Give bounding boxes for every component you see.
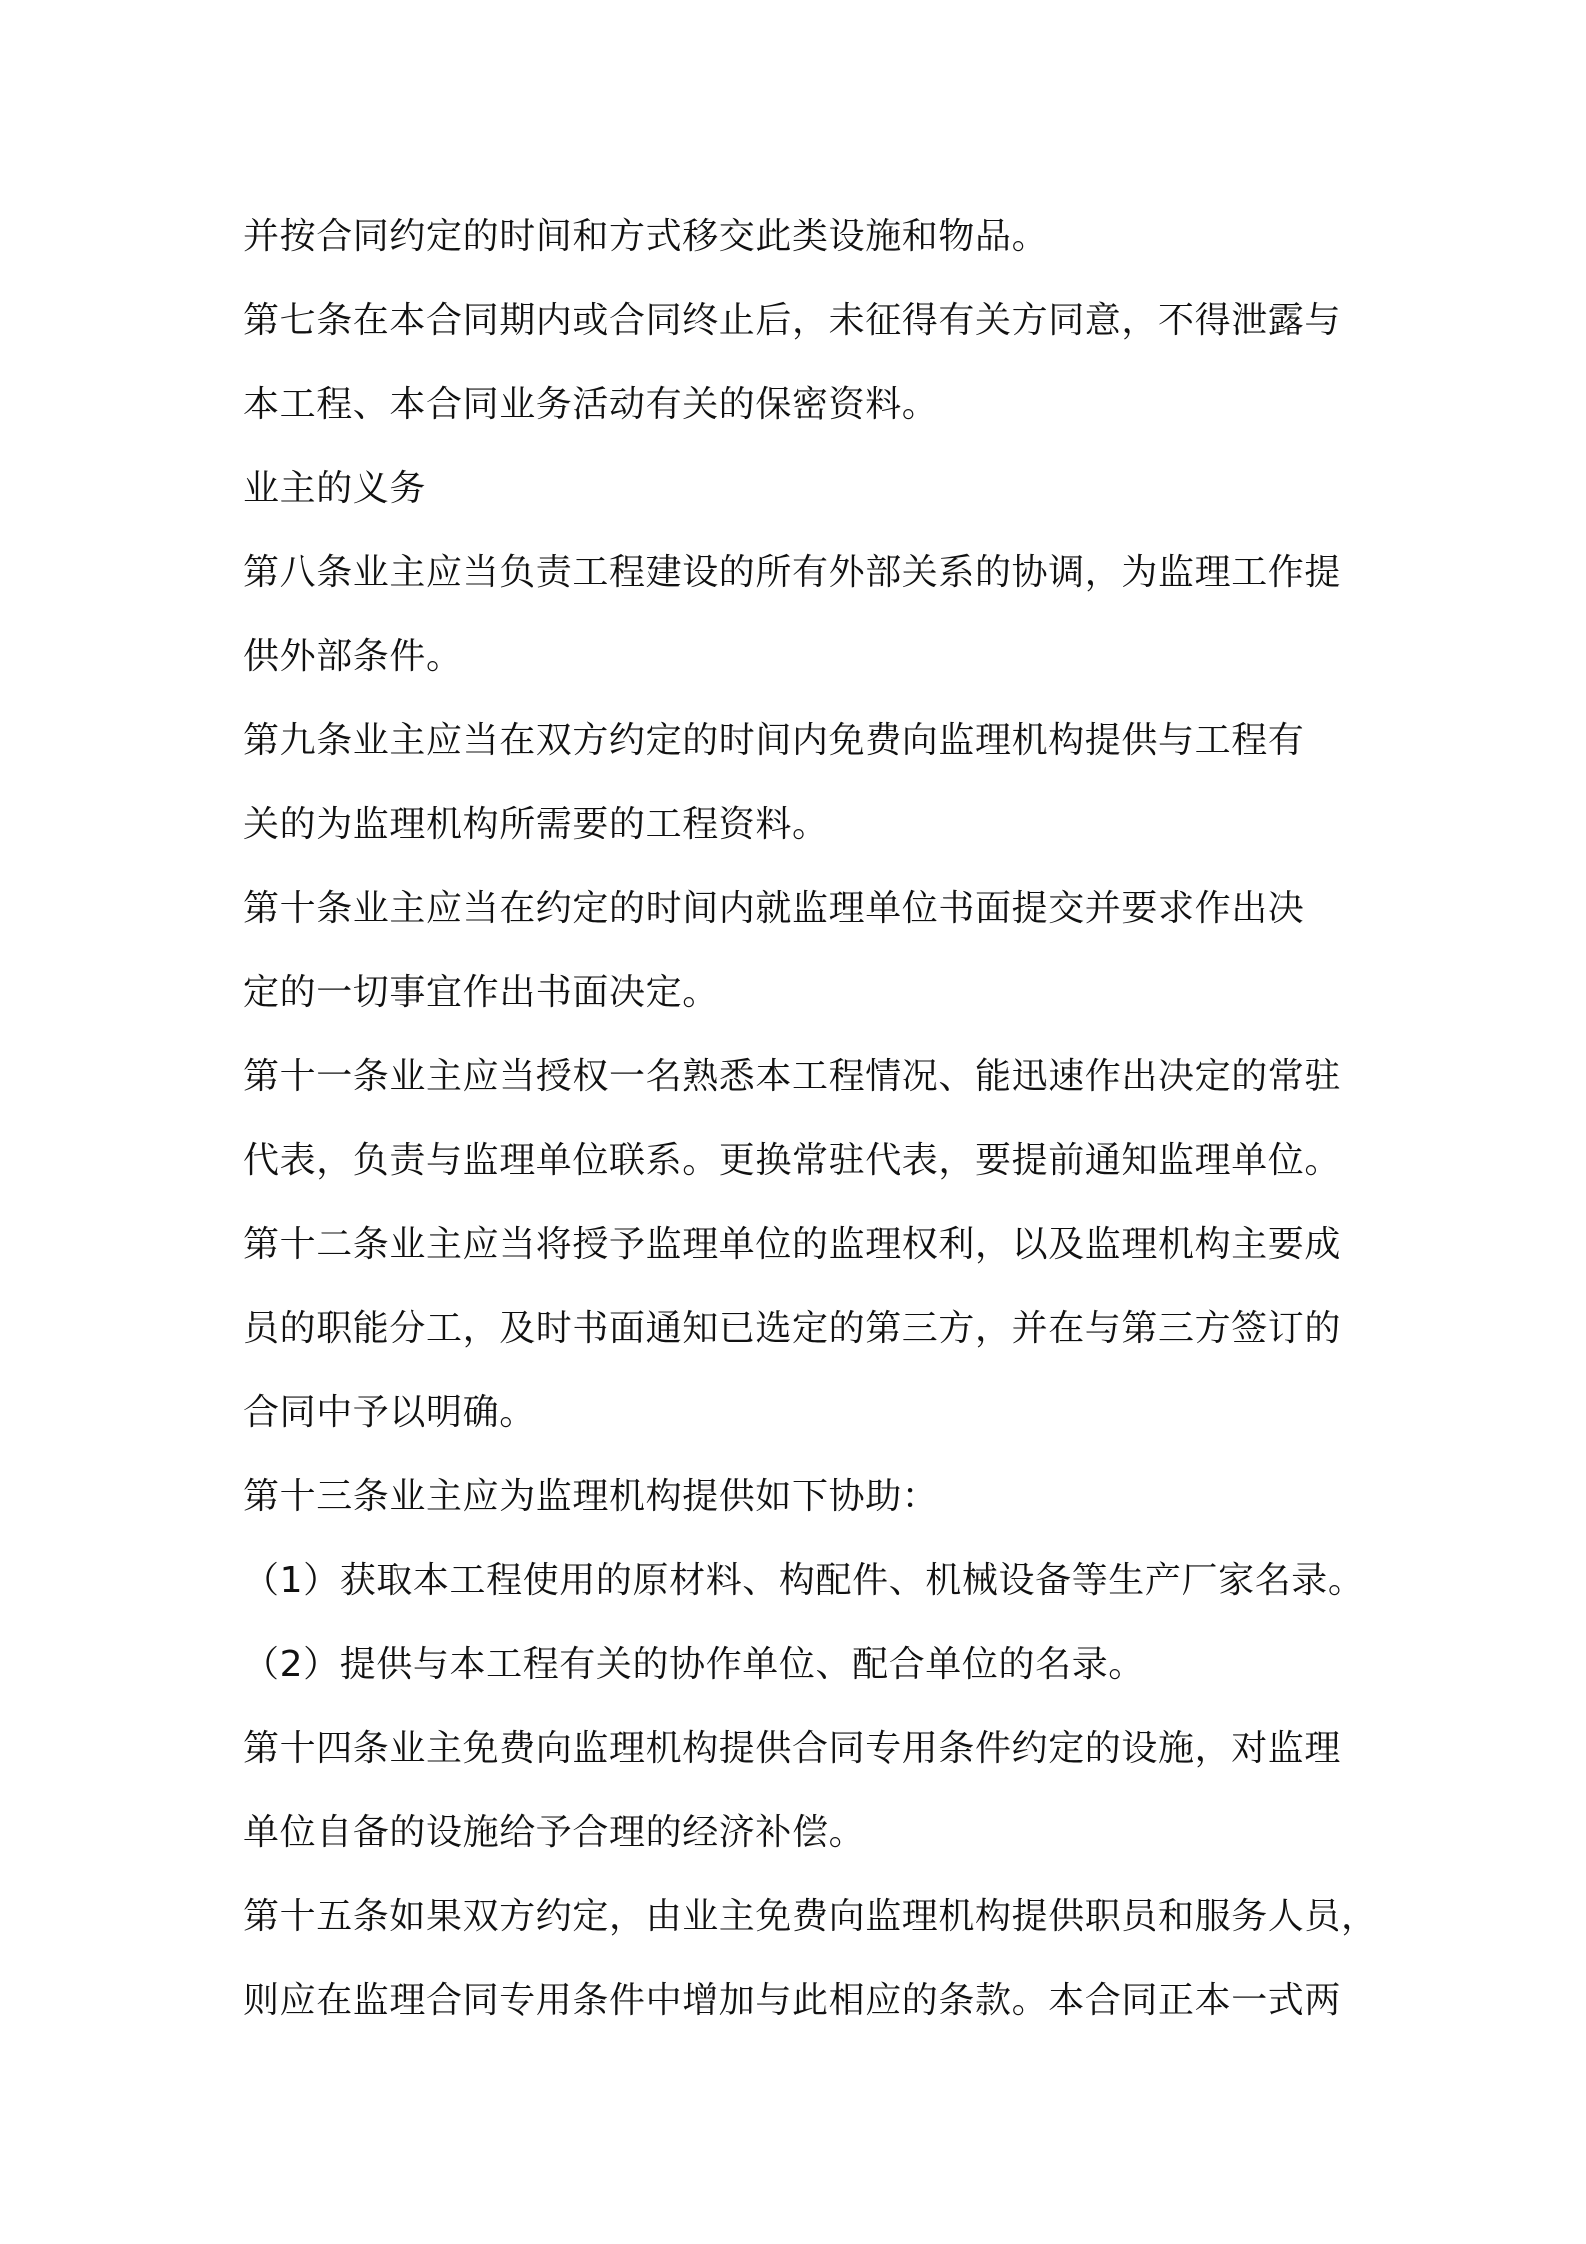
text-line: 则应在监理合同专用条件中增加与此相应的条款。本合同正本一式两 (243, 1980, 1342, 2021)
text-line: 单位自备的设施给予合理的经济补偿。 (243, 1812, 866, 1853)
text-line: 第十四条业主免费向监理机构提供合同专用条件约定的设施，对监理 (243, 1728, 1342, 1769)
text-line: 第九条业主应当在双方约定的时间内免费向监理机构提供与工程有 (243, 720, 1305, 761)
list-item: （1）获取本工程使用的原材料、构配件、机械设备等生产厂家名录。 (243, 1560, 1365, 1601)
text-line: 第十一条业主应当授权一名熟悉本工程情况、能迅速作出决定的常驻 (243, 1056, 1342, 1097)
text-line: 第十条业主应当在约定的时间内就监理单位书面提交并要求作出决 (243, 888, 1305, 929)
text-line: 员的职能分工，及时书面通知已选定的第三方，并在与第三方签订的 (243, 1308, 1342, 1349)
list-item: （2）提供与本工程有关的协作单位、配合单位的名录。 (243, 1644, 1145, 1685)
contract-text (243, 195, 1378, 2043)
text-line: 合同中予以明确。 (243, 1392, 536, 1433)
text-line: 第十二条业主应当将授予监理单位的监理权利，以及监理机构主要成 (243, 1224, 1342, 1265)
text-line: 第十三条业主应为监理机构提供如下协助： (243, 1476, 939, 1517)
text-line: 代表，负责与监理单位联系。更换常驻代表，要提前通知监理单位。 (243, 1140, 1342, 1181)
text-line: 第八条业主应当负责工程建设的所有外部关系的协调，为监理工作提 (243, 552, 1342, 593)
section-heading: 业主的义务 (243, 468, 427, 509)
text-line: 第十五条如果双方约定，由业主免费向监理机构提供职员和服务人员， (243, 1896, 1378, 1937)
text-line: 定的一切事宜作出书面决定。 (243, 972, 719, 1013)
text-line: 关的为监理机构所需要的工程资料。 (243, 804, 829, 845)
text-line: 供外部条件。 (243, 636, 463, 677)
text-line: 第七条在本合同期内或合同终止后，未征得有关方同意，不得泄露与 (243, 300, 1342, 341)
text-line: 并按合同约定的时间和方式移交此类设施和物品。 (243, 216, 1049, 257)
text-line: 本工程、本合同业务活动有关的保密资料。 (243, 384, 939, 425)
